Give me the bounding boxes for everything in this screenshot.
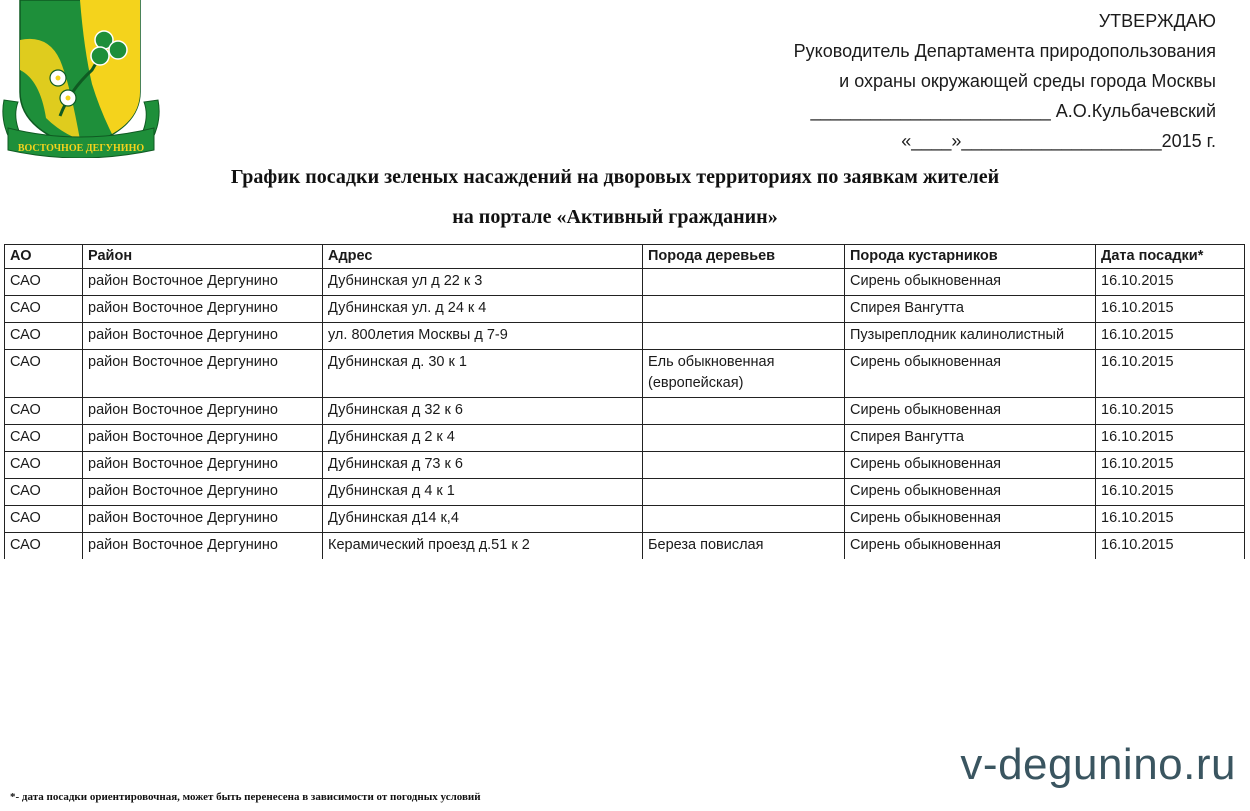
site-watermark: v-degunino.ru: [960, 740, 1236, 789]
cell-district: район Восточное Дергунино: [83, 323, 323, 350]
cell-date: 16.10.2015: [1096, 533, 1245, 560]
approval-date: «____»____________________2015 г.: [901, 131, 1216, 151]
cell-shrub: Сирень обыкновенная: [845, 533, 1096, 560]
cell-date: 16.10.2015: [1096, 479, 1245, 506]
cell-shrub: Сирень обыкновенная: [845, 269, 1096, 296]
header-planting-date: Дата посадки*: [1096, 245, 1245, 269]
cell-date: 16.10.2015: [1096, 323, 1245, 350]
cell-tree: [643, 452, 845, 479]
cell-date: 16.10.2015: [1096, 296, 1245, 323]
cell-ao: САО: [5, 269, 83, 296]
cell-shrub: Сирень обыкновенная: [845, 398, 1096, 425]
cell-ao: САО: [5, 350, 83, 398]
cell-ao: САО: [5, 452, 83, 479]
table-row: [5, 323, 1245, 350]
cell-shrub: Спирея Вангутта: [845, 425, 1096, 452]
approval-signature: ________________________ А.О.Кульбачевский: [810, 101, 1216, 121]
cell-date: 16.10.2015: [1096, 398, 1245, 425]
cell-address: Дубнинская д. 30 к 1: [323, 350, 643, 398]
cell-shrub: Спирея Вангутта: [845, 296, 1096, 323]
leaf-3: [91, 47, 109, 65]
cell-district: район Восточное Дергунино: [83, 479, 323, 506]
cell-ao: САО: [5, 506, 83, 533]
table-row: [5, 479, 1245, 506]
header-tree-species: Порода деревьев: [643, 245, 845, 269]
cell-tree: Ель обыкновенная (европейская): [643, 350, 845, 398]
header-address: Адрес: [323, 245, 643, 269]
cell-district: район Восточное Дергунино: [83, 269, 323, 296]
cell-district: район Восточное Дергунино: [83, 398, 323, 425]
table-row: [5, 350, 1245, 398]
table-row: [5, 398, 1245, 425]
table-row: [5, 296, 1245, 323]
table-row: [5, 425, 1245, 452]
cell-ao: САО: [5, 323, 83, 350]
header-district: Район: [83, 245, 323, 269]
cell-shrub: Пузыреплодник калинолистный: [845, 323, 1096, 350]
cell-tree: [643, 296, 845, 323]
cell-tree: [643, 269, 845, 296]
cell-shrub: Сирень обыкновенная: [845, 479, 1096, 506]
table-row: [5, 506, 1245, 533]
cell-shrub: Сирень обыкновенная: [845, 506, 1096, 533]
cell-address: Керамический проезд д.51 к 2: [323, 533, 643, 560]
cell-address: Дубнинская д 4 к 1: [323, 479, 643, 506]
approval-block: [794, 6, 1216, 156]
cell-date: 16.10.2015: [1096, 269, 1245, 296]
cell-tree: [643, 425, 845, 452]
cell-date: 16.10.2015: [1096, 425, 1245, 452]
cell-tree: Береза повислая: [643, 533, 845, 560]
cell-date: 16.10.2015: [1096, 350, 1245, 398]
cell-address: Дубнинская д14 к,4: [323, 506, 643, 533]
cell-address: Дубнинская д 2 к 4: [323, 425, 643, 452]
table-row: [5, 452, 1245, 479]
cell-district: район Восточное Дергунино: [83, 350, 323, 398]
table-header-row: [5, 245, 1245, 269]
cell-tree: [643, 323, 845, 350]
leaf-2: [109, 41, 127, 59]
flower-center-2: [66, 96, 71, 101]
district-emblem: [0, 0, 162, 158]
document-subtitle: на портале «Активный гражданин»: [452, 206, 778, 228]
planting-schedule-table: [4, 244, 1245, 559]
cell-ao: САО: [5, 479, 83, 506]
approval-heading: УТВЕРЖДАЮ: [1098, 11, 1216, 31]
ribbon-text: ВОСТОЧНОЕ ДЕГУНИНО: [17, 143, 145, 154]
cell-ao: САО: [5, 296, 83, 323]
cell-ao: САО: [5, 425, 83, 452]
cell-ao: САО: [5, 398, 83, 425]
cell-ao: САО: [5, 533, 83, 560]
footnote: *- дата посадки ориентировочная, может быть перенесена в зависимости от погодных условий: [10, 791, 481, 803]
flower-center-1: [56, 76, 61, 81]
approval-position-line2: и охраны окружающей среды города Москвы: [839, 71, 1216, 91]
cell-shrub: Сирень обыкновенная: [845, 452, 1096, 479]
table-row: [5, 269, 1245, 296]
cell-address: Дубнинская ул д 22 к 3: [323, 269, 643, 296]
cell-date: 16.10.2015: [1096, 506, 1245, 533]
cell-district: район Восточное Дергунино: [83, 296, 323, 323]
cell-district: район Восточное Дергунино: [83, 533, 323, 560]
cell-tree: [643, 506, 845, 533]
cell-district: район Восточное Дергунино: [83, 452, 323, 479]
cell-shrub: Сирень обыкновенная: [845, 350, 1096, 398]
cell-date: 16.10.2015: [1096, 452, 1245, 479]
document-title: График посадки зеленых насаждений на дворовых территориях по заявкам жителей: [230, 166, 1000, 188]
table-row: [5, 533, 1245, 560]
cell-tree: [643, 479, 845, 506]
cell-district: район Восточное Дергунино: [83, 425, 323, 452]
header-ao: АО: [5, 245, 83, 269]
cell-address: Дубнинская ул. д 24 к 4: [323, 296, 643, 323]
cell-address: Дубнинская д 32 к 6: [323, 398, 643, 425]
cell-tree: [643, 398, 845, 425]
cell-address: Дубнинская д 73 к 6: [323, 452, 643, 479]
cell-district: район Восточное Дергунино: [83, 506, 323, 533]
cell-address: ул. 800летия Москвы д 7-9: [323, 323, 643, 350]
header-shrub-species: Порода кустарников: [845, 245, 1096, 269]
approval-position-line1: Руководитель Департамента природопользования: [793, 41, 1216, 61]
